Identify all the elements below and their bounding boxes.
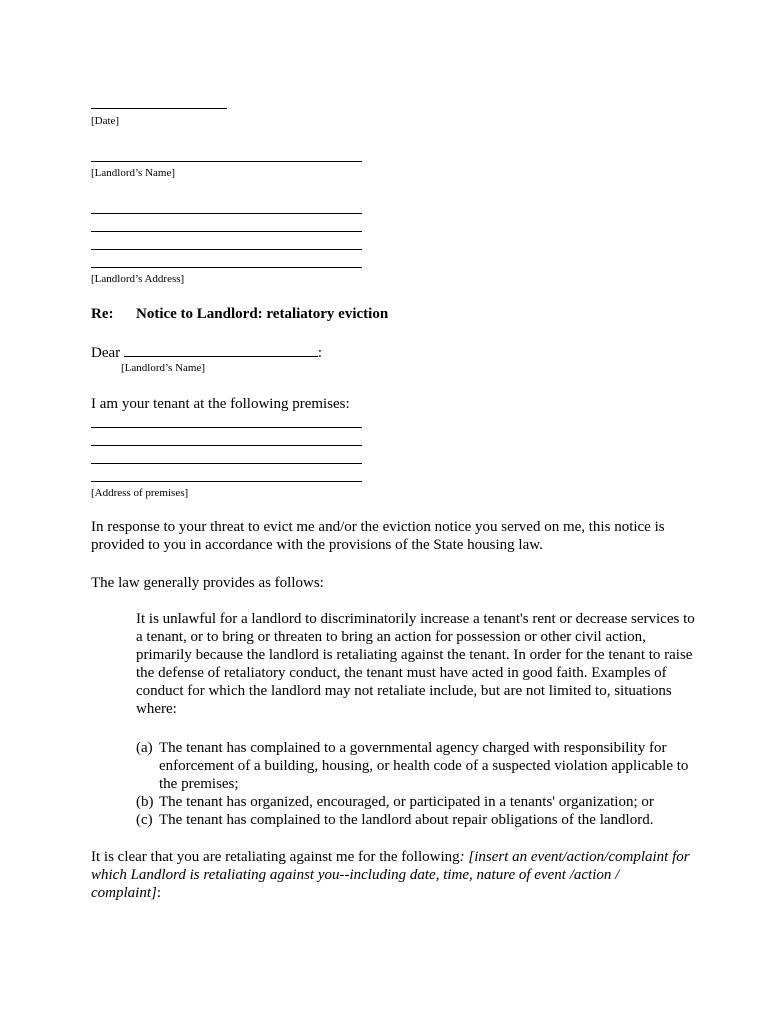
dear-word: Dear — [91, 345, 121, 361]
closing-end: : — [156, 885, 162, 901]
re-subject: Notice to Landlord: retaliatory eviction — [136, 306, 389, 322]
landlord-address-line-3[interactable] — [91, 249, 362, 250]
condition-b-label: (b) — [136, 794, 154, 810]
law-quote: It is unlawful for a landlord to discriminatorily increase a tenant's rent or decrease services to a tenant, or to bring or threaten to bring an action for possession or other civil action, primarily because the landlord is retaliating against the tenant. In order for the tenant to raise the defense of retaliatory conduct, the tenant must have acted in good faith. Examples of conduct for which the landlord may not retaliate include, but are not limited to, situations where: — [136, 611, 695, 717]
premises-line-1[interactable] — [91, 427, 362, 428]
condition-c-label: (c) — [136, 812, 153, 828]
closing-paragraph — [91, 848, 691, 902]
re-prefix: Re: — [91, 306, 114, 322]
premises-label: [Address of premises] — [91, 487, 189, 499]
dear-name-label: [Landlord’s Name] — [121, 362, 205, 374]
premises-line-2[interactable] — [91, 445, 362, 446]
condition-a — [136, 739, 696, 793]
landlord-name-label: [Landlord’s Name] — [91, 167, 175, 179]
condition-a-label: (a) — [136, 740, 153, 756]
date-blank-line[interactable] — [91, 108, 227, 109]
landlord-address-line-2[interactable] — [91, 231, 362, 232]
landlord-address-label: [Landlord’s Address] — [91, 273, 185, 285]
law-intro: The law generally provides as follows: — [91, 575, 324, 591]
closing-instruction: : [insert an event/action/complaint for which Landlord is retaliating against you--including date, time, nature of event /action / complaint] — [91, 849, 690, 901]
tenant-intro: I am your tenant at the following premises: — [91, 396, 350, 412]
landlord-address-line-4[interactable] — [91, 267, 362, 268]
condition-b-text: The tenant has organized, encouraged, or participated in a tenants' organization; or — [159, 794, 654, 810]
premises-line-3[interactable] — [91, 463, 362, 464]
condition-c-text: The tenant has complained to the landlord about repair obligations of the landlord. — [159, 812, 654, 828]
closing-text: It is clear that you are retaliating against me for the following — [91, 849, 460, 865]
condition-c — [136, 811, 696, 829]
condition-a-text: The tenant has complained to a governmental agency charged with responsibility for enforcement of a building, housing, or health code of a suspected violation applicable to the premises; — [159, 740, 689, 792]
condition-b — [136, 793, 696, 811]
salutation — [91, 342, 322, 362]
landlord-name-blank-line[interactable] — [91, 161, 362, 162]
premises-line-4[interactable] — [91, 481, 362, 482]
dear-name-blank-line[interactable] — [124, 342, 318, 357]
landlord-address-line-1[interactable] — [91, 213, 362, 214]
date-label: [Date] — [91, 115, 120, 127]
response-paragraph: In response to your threat to evict me and/or the eviction notice you served on me, this notice is provided to you in accordance with the provisions of the State housing law. — [91, 519, 665, 553]
dear-colon: : — [317, 345, 323, 361]
